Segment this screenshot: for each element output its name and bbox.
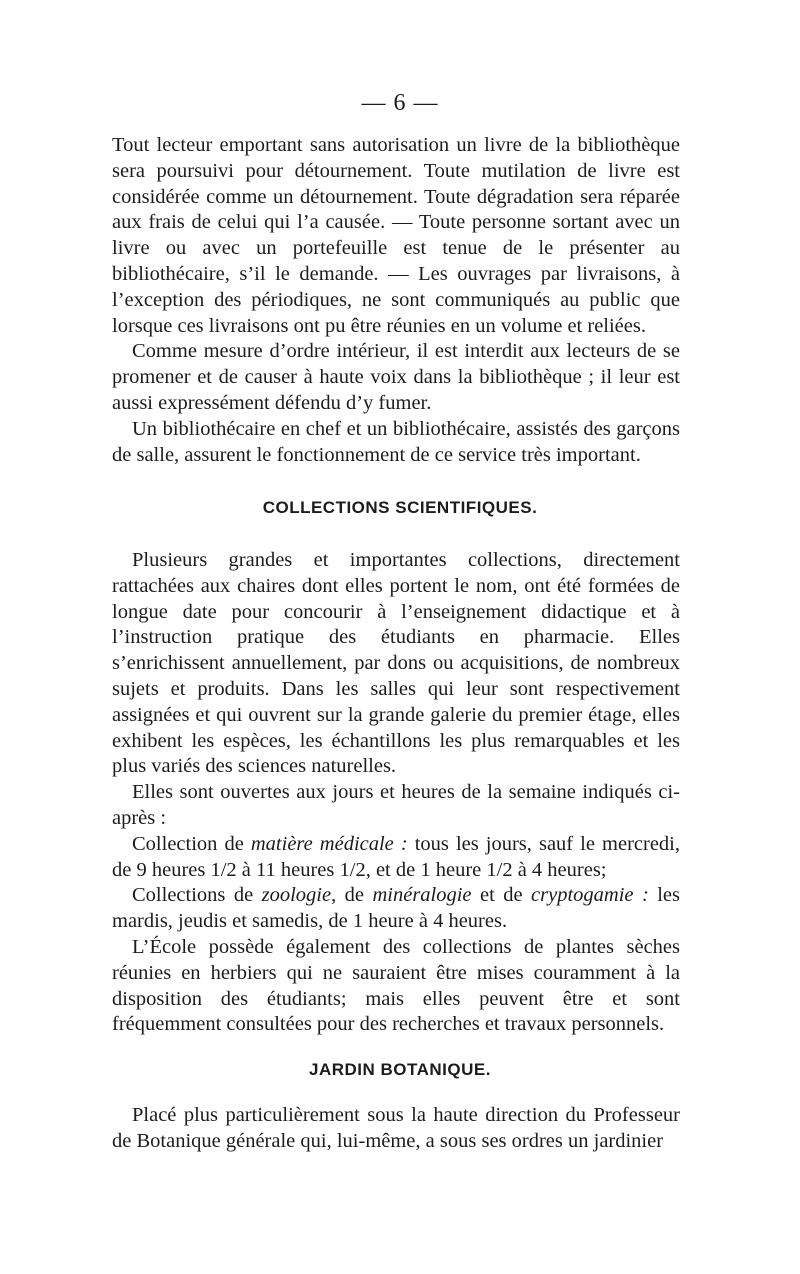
paragraph-librarians: Un bibliothécaire en chef et un bibliothécaire, assistés des garçons de salle, assurent le fonctionnement de ce service très important. (112, 417, 680, 466)
paragraph-other-collections (112, 883, 680, 935)
paragraph-interior-order: Comme mesure d’ordre intérieur, il est interdit aux lecteurs de se promener et de causer à haute voix dans la bibliothèque ; il leur est aussi expressément défendu d’y fumer. (112, 340, 680, 414)
italic-term: cryptogamie : (531, 884, 649, 907)
paragraph-collections-intro: Plusieurs grandes et importantes collections, directement rattachées aux chaires dont elles portent le nom, ont été formées de longue date pour concourir à l’enseignement didactique et à l’instruction pratique des étudiants en pharmacie. Elles s’enrichissent annuellement, par dons ou acquisitions, de nombreux sujets et produits. Dans les salles qui leur sont respectivement assignées et qui ouvrent sur la grande galerie du premier étage, elles exhibent les espèces, les échantillons les plus remarquables et les plus variés des sciences naturelles. (112, 549, 680, 778)
text-span: les mardis, jeudis et samedis, de 1 heure à 4 heures. (112, 884, 680, 933)
italic-term: zoologie (261, 884, 332, 907)
italic-term: matière médicale : (250, 832, 408, 855)
text-span: Collection de (132, 832, 251, 855)
text-span: , de (331, 884, 373, 907)
text-span: Collections de (132, 884, 262, 907)
jardin-section (112, 1103, 680, 1155)
page-number: — 6 — (361, 90, 439, 116)
text-span: et de (471, 884, 532, 907)
collections-section (112, 548, 680, 1038)
paragraph-matiere-medicale (112, 832, 680, 884)
paragraph-herbiers: L’École possède également des collections de plantes sèches réunies en herbiers qui ne sauraient être mises couramment à la disposition des étudiants; mais elles peuvent être et sont fréquemment consultées pour des recherches et travaux personnels. (112, 935, 680, 1036)
paragraph-jardin: Placé plus particulièrement sous la haute direction du Professeur de Botanique générale qui, lui-même, a sous ses ordres un jardinier (112, 1104, 680, 1152)
paragraph-opening-hours: Elles sont ouvertes aux jours et heures de la semaine indiqués ci-après : (112, 781, 680, 829)
italic-term: minéralogie (372, 884, 472, 907)
heading-collections: COLLECTIONS SCIENTIFIQUES. (262, 498, 538, 517)
text-span: tous les jours, sauf le mercredi, de 9 heures 1/2 à 11 heures 1/2, et de 1 heure 1/2 à 4 heures; (112, 832, 680, 881)
heading-jardin: JARDIN BOTANIQUE. (309, 1060, 491, 1079)
library-rules-section (112, 133, 680, 468)
paragraph-library-rules: Tout lecteur emportant sans autorisation un livre de la bibliothèque sera poursuivi pour détournement. Toute mutilation de livre est considérée comme un détournement. Toute dégradation sera réparée aux frais de celui qui l’a causée. — Toute personne sortant avec un livre ou avec un portefeuille est tenue de le présenter au bibliothécaire, s’il le demande. — Les ouvrages par livraisons, à l’exception des périodiques, ne sont communiqués au public que lorsque ces livraisons ont pu être réunies en un volume et reliées. (112, 134, 680, 337)
